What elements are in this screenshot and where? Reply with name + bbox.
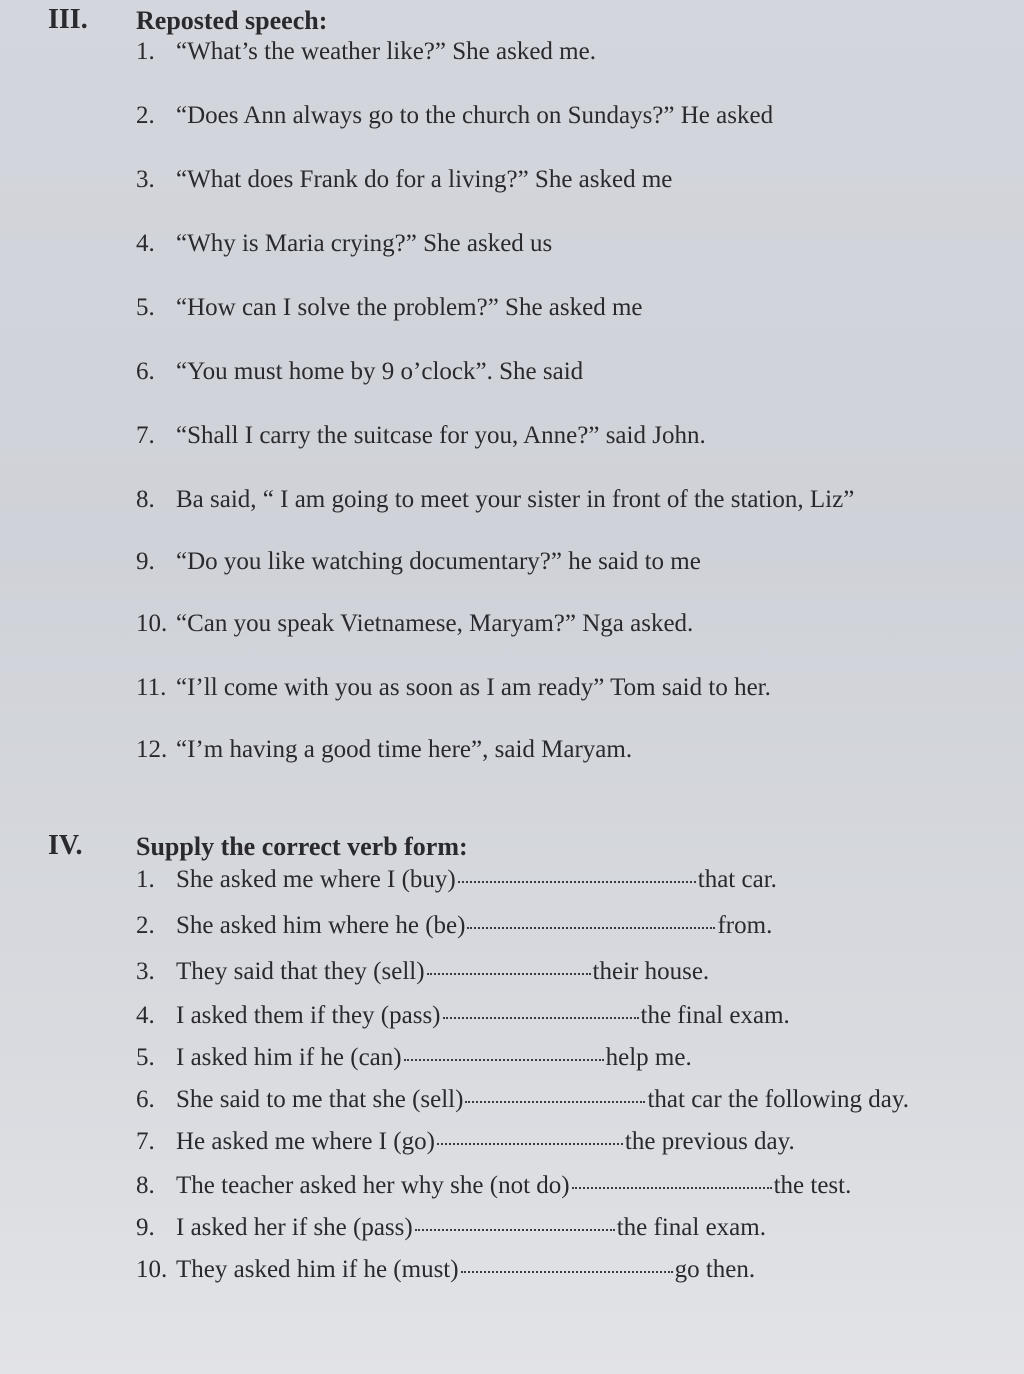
item-number: 1.	[136, 866, 155, 893]
verb-item-8	[136, 1172, 851, 1200]
item-text: “I’m having a good time here”, said Maryam.	[176, 736, 633, 763]
item-prompt: She asked him where he (be)	[176, 912, 466, 939]
item-prompt: I asked him if he (can)	[176, 1044, 402, 1071]
item-text: “Why is Maria crying?” She asked us	[176, 230, 553, 257]
verb-item-7	[136, 1128, 795, 1156]
item-number: 12.	[136, 736, 168, 763]
item-ending: go then.	[674, 1256, 756, 1283]
verb-item-10	[136, 1256, 755, 1284]
answer-blank[interactable]	[415, 1229, 615, 1231]
item-prompt: He asked me where I (go)	[176, 1128, 435, 1155]
item-prompt: She asked me where I (buy)	[176, 866, 456, 893]
answer-blank[interactable]	[437, 1143, 623, 1145]
section-3-title: Reposted speech:	[136, 6, 328, 35]
item-prompt: They asked him if he (must)	[176, 1256, 459, 1283]
item-text: “What’s the weather like?” She asked me.	[176, 38, 596, 65]
item-number: 7.	[136, 1128, 155, 1155]
item-text: “Does Ann always go to the church on Sundays?” He asked	[176, 102, 774, 129]
answer-blank[interactable]	[427, 973, 591, 975]
answer-blank[interactable]	[467, 927, 715, 929]
section-4-title: Supply the correct verb form:	[136, 832, 468, 861]
reported-item-1	[136, 38, 596, 66]
item-ending: help me.	[605, 1044, 692, 1071]
item-number: 4.	[136, 1002, 155, 1029]
item-text: Ba said, “ I am going to meet your sister in front of the station, Liz”	[176, 486, 855, 513]
item-text: “Can you speak Vietnamese, Maryam?” Nga asked.	[176, 610, 694, 637]
item-prompt: She said to me that she (sell)	[176, 1086, 464, 1113]
item-number: 6.	[136, 358, 155, 385]
item-ending: the previous day.	[624, 1128, 795, 1155]
verb-item-9	[136, 1214, 766, 1242]
item-number: 2.	[136, 912, 155, 939]
verb-item-5	[136, 1044, 692, 1072]
section-3-number: III.	[48, 4, 88, 35]
answer-blank[interactable]	[443, 1017, 639, 1019]
reported-item-8	[136, 486, 854, 514]
item-number: 4.	[136, 230, 155, 257]
item-ending: their house.	[592, 958, 710, 985]
reported-item-11	[136, 674, 771, 702]
item-text: “Do you like watching documentary?” he said to me	[176, 548, 701, 575]
item-prompt: They said that they (sell)	[176, 958, 425, 985]
item-number: 7.	[136, 422, 155, 449]
verb-item-4	[136, 1002, 790, 1030]
answer-blank[interactable]	[461, 1271, 673, 1273]
item-text: “Shall I carry the suitcase for you, Anne?” said John.	[176, 422, 706, 449]
item-ending: that car.	[697, 866, 777, 893]
answer-blank[interactable]	[458, 881, 696, 883]
item-ending: the final exam.	[616, 1214, 766, 1241]
item-number: 8.	[136, 1172, 155, 1199]
verb-item-1	[136, 866, 777, 894]
item-number: 2.	[136, 102, 155, 129]
verb-item-3	[136, 958, 709, 986]
item-ending: the final exam.	[640, 1002, 790, 1029]
item-number: 9.	[136, 1214, 155, 1241]
item-prompt: The teacher asked her why she (not do)	[176, 1172, 570, 1199]
item-text: “I’ll come with you as soon as I am ready” Tom said to her.	[176, 674, 771, 701]
reported-item-5	[136, 294, 643, 322]
item-text: “What does Frank do for a living?” She asked me	[176, 166, 673, 193]
item-number: 10.	[136, 1256, 168, 1283]
item-number: 3.	[136, 166, 155, 193]
item-prompt: I asked her if she (pass)	[176, 1214, 413, 1241]
item-number: 11.	[136, 674, 167, 701]
reported-item-7	[136, 422, 706, 450]
verb-item-6	[136, 1086, 909, 1114]
section-4-number: IV.	[48, 830, 83, 861]
answer-blank[interactable]	[404, 1059, 604, 1061]
item-number: 5.	[136, 1044, 155, 1071]
item-number: 8.	[136, 486, 155, 513]
reported-item-3	[136, 166, 672, 194]
item-number: 3.	[136, 958, 155, 985]
item-prompt: I asked them if they (pass)	[176, 1002, 441, 1029]
item-number: 1.	[136, 38, 155, 65]
reported-item-12	[136, 736, 632, 764]
reported-item-9	[136, 548, 701, 576]
answer-blank[interactable]	[465, 1101, 645, 1103]
item-number: 10.	[136, 610, 168, 637]
item-number: 9.	[136, 548, 155, 575]
reported-item-4	[136, 230, 552, 258]
item-text: “You must home by 9 o’clock”. She said	[176, 358, 584, 385]
item-ending: from.	[717, 912, 773, 939]
reported-item-2	[136, 102, 773, 130]
reported-item-6	[136, 358, 583, 386]
item-ending: that car the following day.	[647, 1086, 909, 1113]
item-ending: the test.	[773, 1172, 852, 1199]
item-number: 5.	[136, 294, 155, 321]
item-text: “How can I solve the problem?” She asked me	[176, 294, 643, 321]
reported-item-10	[136, 610, 693, 638]
answer-blank[interactable]	[572, 1187, 772, 1189]
item-number: 6.	[136, 1086, 155, 1113]
verb-item-2	[136, 912, 772, 940]
